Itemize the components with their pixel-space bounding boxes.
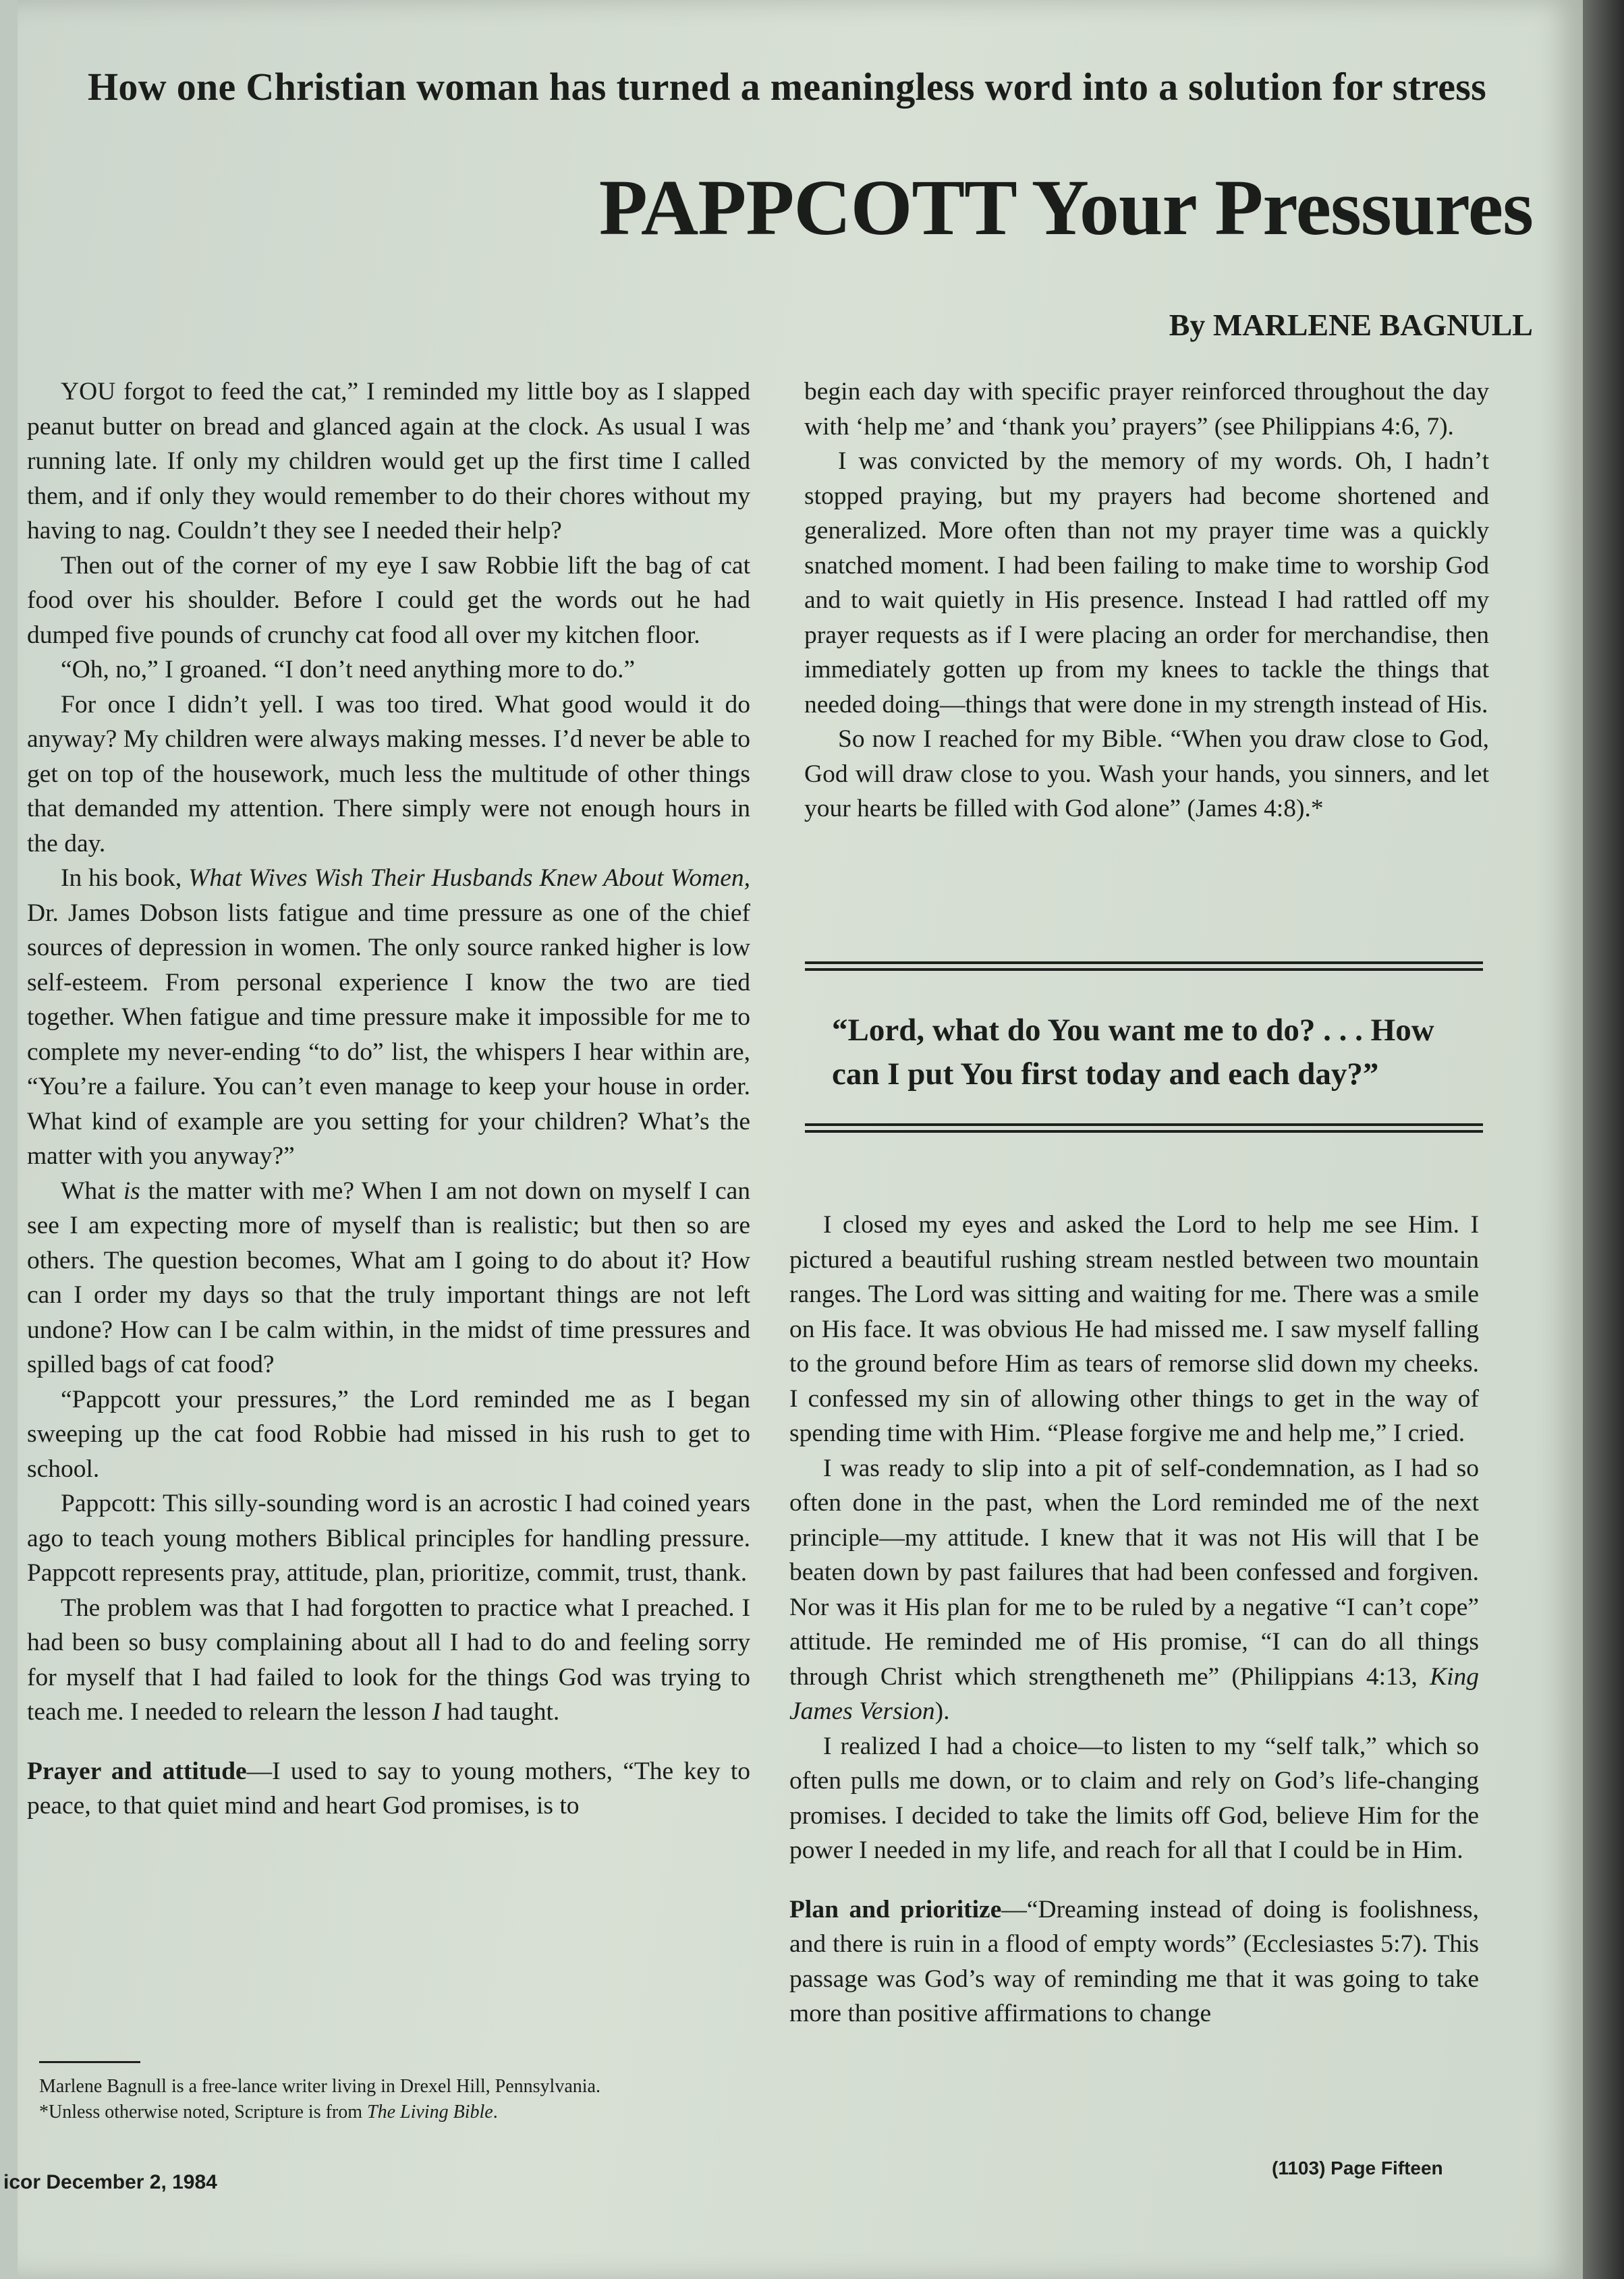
article-byline: By MARLENE BAGNULL xyxy=(1169,308,1533,342)
emphasis: I xyxy=(432,1698,441,1726)
paragraph: So now I reached for my Bible. “When you draw close to God, God will draw close to you. Wash your hands, you sinners, and let your hearts be filled with God alone” (James 4:8).* xyxy=(804,725,1489,822)
column-right-top xyxy=(804,374,1489,826)
paragraph: I closed my eyes and asked the Lord to help me see Him. I pictured a beautiful rushing stream nestled between two mountain ranges. The Lord was sitting and waiting for me. There was a smile on His face. It was obvious He had missed me. I saw myself falling to the ground before Him as tears of remorse slid down my cheeks. I confessed my sin of allowing other things to get in the way of spending time with Him. “Please forgive me and help me,” I cried. xyxy=(789,1211,1479,1447)
paragraph: I realized I had a choice—to listen to my “self talk,” which so often pulls me down, or to claim and rely on God’s life-changing promises. I decided to take the limits off God, believe Him for the power I needed in my life, and reach for all that I could be in Him. xyxy=(789,1732,1479,1864)
emphasis: is xyxy=(123,1177,140,1205)
bible-version: King James Version xyxy=(789,1662,1479,1725)
paragraph: begin each day with specific prayer reinforced throughout the day with ‘help me’ and ‘thank you’ prayers” (see Philippians 4:6, 7). xyxy=(804,378,1489,441)
paragraph: I was convicted by the memory of my words. Oh, I hadn’t stopped praying, but my prayers had become shortened and generalized. More often than not my prayer time was a quickly snatched moment. I had been failing to make time to worship God and to wait quietly in His presence. Instead I had rattled off my prayer requests as if I were placing an order for merchandise, then immediately gotten up from my knees to tackle the things that needed doing—things that were done in my strength instead of His. xyxy=(804,447,1489,719)
paragraph: For once I didn’t yell. I was too tired. What good would it do anyway? My children were always making messes. I’d never be able to get on top of the housework, much less the multitude of other things that demanded my attention. There simply were not enough hours in the day. xyxy=(27,690,750,857)
text-run: I was ready to slip into a pit of self-condemnation, as I had so often done in the past, when the Lord reminded me of the next principle—my attitude. I knew that it was not His will that I be beaten down by past failures that had been confessed and forgiven. Nor was it His plan for me to be ruled by a negative “I can’t cope” attitude. He reminded me of His promise, “I can do all things through Christ which strengtheneth me” (Philippians 4:13, xyxy=(789,1454,1479,1691)
text-run: ). xyxy=(934,1697,950,1725)
paragraph xyxy=(27,861,750,1174)
text-run: What xyxy=(61,1177,123,1205)
paragraph-section-plan xyxy=(789,1892,1479,2031)
paragraph xyxy=(789,1451,1479,1729)
footnotes xyxy=(27,2061,756,2125)
paragraph: “Pappcott your pressures,” the Lord reminded me as I began sweeping up the cat food Robbie had missed in his rush to get to school. xyxy=(27,1385,750,1483)
paragraph: YOU forgot to feed the cat,” I reminded my little boy as I slapped peanut butter on bread and glanced again at the clock. As usual I was running late. If only my children would get up the first time I called them, and if only they would remember to do their chores without my having to nag. Couldn’t they see I needed their help? xyxy=(27,378,750,544)
section-runin-heading: Plan and prioritize xyxy=(789,1895,1002,1923)
text-run: —I used to say to young mothers, “The key to peace, to that quiet mind and heart God promises, is to xyxy=(27,1757,750,1820)
column-left xyxy=(27,374,750,1824)
text-run: The problem was that I had forgotten to practice what I preached. I had been so busy complaining about all I had to do and feeling sorry for myself that I had failed to look for the things God was trying to teach me. I needed to relearn the lesson xyxy=(27,1594,750,1726)
text-run: had taught. xyxy=(441,1698,560,1726)
pull-quote-text: “Lord, what do You want me to do? . . . How can I put You first today and each day?” xyxy=(832,1013,1434,1092)
footer-issue-date: icor December 2, 1984 xyxy=(3,2171,217,2193)
pull-quote xyxy=(805,961,1483,1137)
text-run: *Unless otherwise noted, Scripture is from xyxy=(39,2102,368,2122)
double-rule-top xyxy=(805,961,1483,964)
footnote-rule xyxy=(39,2061,140,2063)
section-runin-heading: Prayer and attitude xyxy=(27,1757,247,1785)
article-title: PAPPCOTT Your Pressures xyxy=(598,163,1533,252)
author-note: Marlene Bagnull is a free-lance writer living in Drexel Hill, Pennsylvania. xyxy=(39,2076,600,2097)
column-right-bottom xyxy=(789,1208,1479,2031)
double-rule-bottom xyxy=(805,1123,1483,1126)
paragraph: Then out of the corner of my eye I saw Robbie lift the bag of cat food over his shoulder. Before I could get the words out he had dumped five pounds of crunchy cat food all over my kitchen floor. xyxy=(27,551,750,649)
footer-page-number: (1103) Page Fifteen xyxy=(1272,2158,1443,2178)
paragraph: Pappcott: This silly-sounding word is an acrostic I had coined years ago to teach young mothers Biblical principles for handling pressure. Pappcott represents pray, attitude, plan, prioritize, commit, trust, thank. xyxy=(27,1490,750,1587)
scripture-note xyxy=(39,2100,756,2125)
paragraph xyxy=(27,1174,750,1382)
text-run: Dr. James Dobson lists fatigue and time pressure as one of the chief sources of depression in women. The only source ranked higher is low self-esteem. From personal experience I know the two are tied together. When fatigue and time pressure make it impossible for me to complete my never-ending “to do” list, the whispers I hear within are, “You’re a failure. You can’t even manage to keep your house in order. What kind of example are you setting for your children? What’s the matter with you anyway?” xyxy=(27,899,750,1170)
double-rule-bottom xyxy=(805,1130,1483,1133)
text-run: . xyxy=(493,2102,498,2122)
book-title: What Wives Wish Their Husbands Knew About Women, xyxy=(188,864,750,892)
text-run: the matter with me? When I am not down on myself I can see I am expecting more of myself than is realistic; but then so are others. The question becomes, What am I going to do about it? How can I order my days so that the truly important things are not left undone? How can I be calm within, in the midst of time pressures and spilled bags of cat food? xyxy=(27,1177,750,1378)
bible-version: The Living Bible xyxy=(367,2102,493,2122)
article-kicker: How one Christian woman has turned a meaningless word into a solution for stress xyxy=(88,65,1486,109)
paragraph xyxy=(27,1591,750,1730)
double-rule-top xyxy=(805,968,1483,971)
paragraph-section-prayer xyxy=(27,1754,750,1824)
text-run: —“Dreaming instead of doing is foolishness, and there is ruin in a flood of empty words” (Ecclesiastes 5:7). This passage was God’s way of reminding me that it was going to take more than positive affirmations to change xyxy=(789,1895,1479,2027)
page-edge-shadow xyxy=(1583,0,1624,2279)
text-run: In his book, xyxy=(61,864,189,892)
paragraph: “Oh, no,” I groaned. “I don’t need anything more to do.” xyxy=(61,656,636,683)
